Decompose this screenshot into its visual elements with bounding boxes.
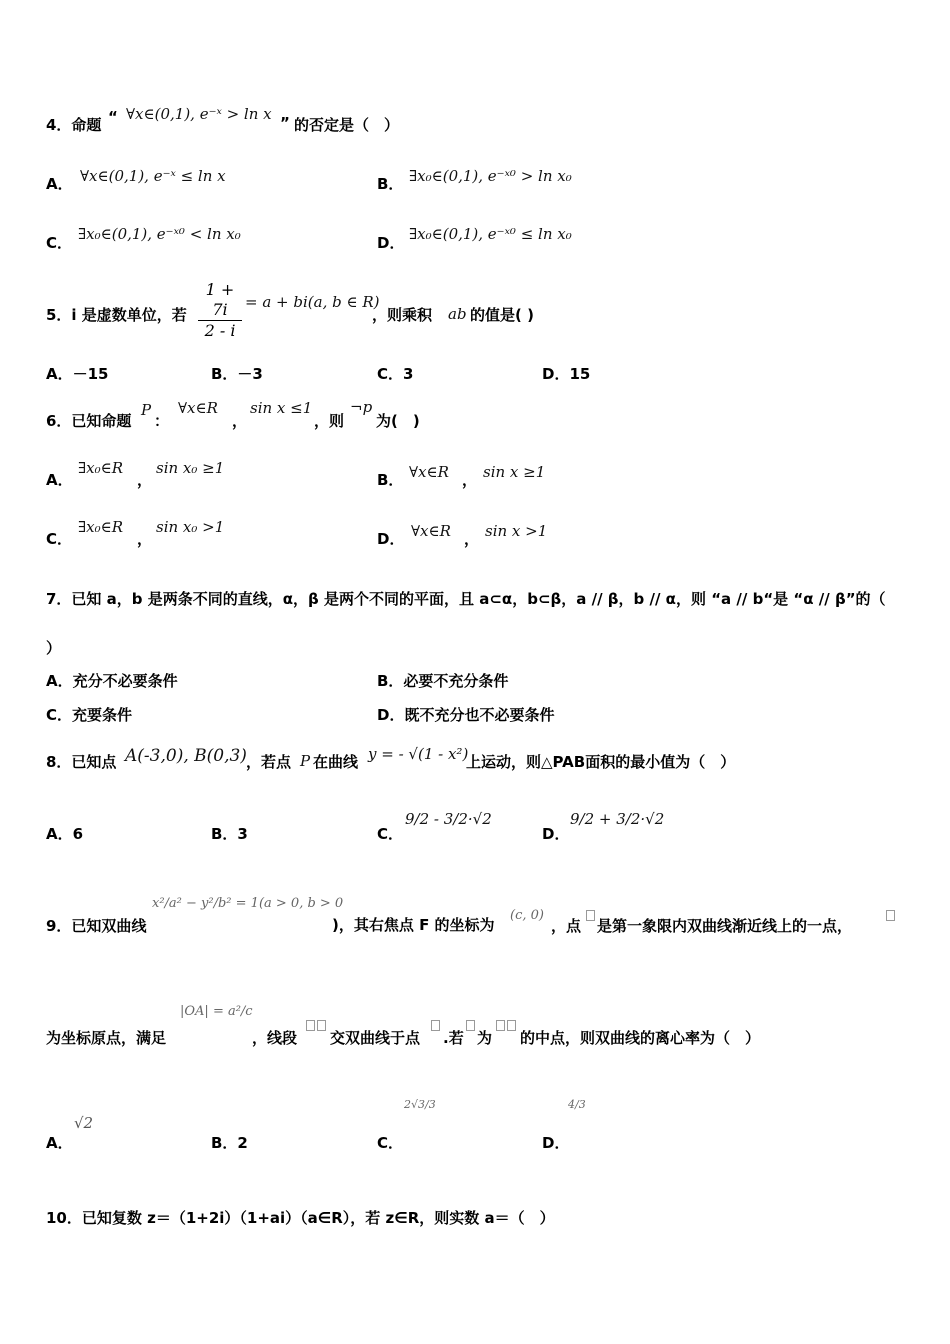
q9-segment2-placeholder-1 [496,1020,505,1031]
q5-numerator: 1 + 7i [205,280,235,319]
q6-p: P [141,401,152,419]
q4-option-c: ∃x₀∈(0,1), e⁻ˣ⁰ < ln x₀ [78,225,241,243]
q6-option-a-sep: ， [137,471,153,489]
q5-fraction [198,280,242,341]
q5-option-c: C．3 [377,365,414,383]
q4-option-a-label: A． [46,175,73,193]
q6-label: 6．已知命题 [46,412,132,430]
q5-label: 5．i 是虚数单位，若 [46,306,187,324]
q9-option-a-label: A． [46,1134,73,1152]
q9-point-b-placeholder [431,1020,440,1031]
q8-label: 8．已知点 [46,753,117,771]
q8-option-d-label: D． [542,825,570,843]
q6-option-d-label: D． [377,530,405,548]
q9-point-o-placeholder [886,910,895,921]
q4-option-d: ∃x₀∈(0,1), e⁻ˣ⁰ ≤ ln x₀ [409,225,572,243]
q6-option-d-quantifier: ∀x∈R [411,522,451,540]
q9-option-d-value: 4/3 [568,1098,586,1111]
q9-option-a-value: √2 [74,1114,94,1132]
q9-condition: |OA| = a²/c [180,1004,253,1019]
q9-option-d-label: D． [542,1134,570,1152]
q6-sin: sin x ≤1 [250,399,313,417]
q5-option-d: D．15 [542,365,591,383]
q9-segment-placeholder-1 [306,1020,315,1031]
q6-option-d-sin: sin x >1 [485,522,548,540]
q8-option-c-label: C． [377,825,404,843]
q8-tail: 上运动，则△PAB面积的最小值为（ ） [466,753,736,771]
q6-colon: ： [154,412,170,430]
q7-option-a: A．充分不必要条件 [46,672,178,690]
q6-option-b-sep: ， [462,471,478,489]
q10-text: 10．已知复数 z＝（1+2i）（1+ai）（a∈R），若 z∈R，则实数 a＝（ ） [46,1209,555,1227]
q9-hyperbola-eq: x²/a² − y²/b² = 1(a > 0, b > 0 [152,896,344,911]
q9-line2f: 的中点，则双曲线的离心率为（ ） [520,1029,761,1047]
q8-mid2: 在曲线 [313,753,359,771]
q9-point-placeholder [466,1020,475,1031]
q9-part1: )，其右焦点 F 的坐标为 [332,916,495,934]
q5-tail: 的值是( ) [470,306,534,324]
q9-focus: (c, 0) [510,908,544,923]
q4-label: 4．命题 [46,116,102,134]
q6-notp: ¬p [350,398,373,416]
q8-option-a: A．6 [46,825,84,843]
q8-points: A(-3,0), B(0,3) [125,746,247,766]
q9-part3: 是第一象限内双曲线渐近线上的一点， [597,917,853,935]
q4-open-quote: “ [108,108,118,126]
q6-option-c-sin: sin x₀ >1 [156,518,225,536]
q6-option-a-sin: sin x₀ ≥1 [156,459,225,477]
q8-option-b: B．3 [211,825,248,843]
q7-option-c: C．充要条件 [46,706,133,724]
q8-p: P [300,752,311,770]
q6-forall: ∀x∈R [178,399,218,417]
q9-part2: ，点 [551,917,582,935]
q6-option-a-label: A． [46,471,73,489]
q5-ab: ab [448,305,467,323]
q5-denominator: 2 - i [198,320,242,341]
q9-option-c-label: C． [377,1134,404,1152]
q9-point-a-placeholder [586,910,595,921]
q7-close: ） [46,639,62,657]
q5-rhs: = a + bi(a, b ∈ R) [245,293,380,311]
q4-option-a: ∀x∈(0,1), e⁻ˣ ≤ ln x [80,167,226,185]
q4-tail: 的否定是（ ） [294,116,400,134]
q6-option-b-quantifier: ∀x∈R [409,463,449,481]
q8-option-d-expr: 9/2 + 3/2·√2 [570,810,665,828]
q6-then: ，则 [314,412,345,430]
q9-line2b: ，线段 [252,1029,298,1047]
q6-option-d-sep: ， [464,530,480,548]
q9-segment2-placeholder-2 [507,1020,516,1031]
q6-option-b-sin: sin x ≥1 [483,463,546,481]
q5-mid: ，则乘积 [372,306,433,324]
q4-option-c-label: C． [46,234,73,252]
q8-option-c-expr: 9/2 - 3/2·√2 [405,810,492,828]
q4-close-quote: ” [280,114,290,132]
q9-option-c-value: 2√3/3 [404,1098,436,1111]
q6-option-c-label: C． [46,530,73,548]
q9-segment-placeholder-2 [317,1020,326,1031]
q6-tail: 为( ) [376,412,420,430]
q5-option-b: B．－3 [211,365,263,383]
q7-text: 7．已知 a，b 是两条不同的直线，α，β 是两个不同的平面，且 a⊂α，b⊂β，a // β，b // α，则 “a // b“是 “α // β”的（ [46,590,886,608]
q4-formula: ∀x∈(0,1), e⁻ˣ > ln x [126,105,272,123]
q6-option-c-quantifier: ∃x₀∈R [78,518,124,536]
q9-option-b: B．2 [211,1134,248,1152]
q4-option-d-label: D． [377,234,405,252]
q8-mid1: ，若点 [246,753,292,771]
q8-curve: y = - √(1 - x²) [368,745,469,763]
q9-line2d: .若 [443,1029,464,1047]
q9-label: 9．已知双曲线 [46,917,147,935]
q6-option-b-label: B． [377,471,404,489]
q6-option-c-sep: ， [137,530,153,548]
q4-option-b: ∃x₀∈(0,1), e⁻ˣ⁰ > ln x₀ [409,167,572,185]
q4-option-b-label: B． [377,175,404,193]
q5-option-a: A．－15 [46,365,109,383]
q9-line2c: 交双曲线于点 [330,1029,421,1047]
q9-line2e: 为 [477,1029,493,1047]
q7-option-b: B．必要不充分条件 [377,672,509,690]
q7-option-d: D．既不充分也不必要条件 [377,706,555,724]
q6-option-a-quantifier: ∃x₀∈R [78,459,124,477]
q9-line2a: 为坐标原点，满足 [46,1029,167,1047]
q6-comma: ， [232,412,248,430]
